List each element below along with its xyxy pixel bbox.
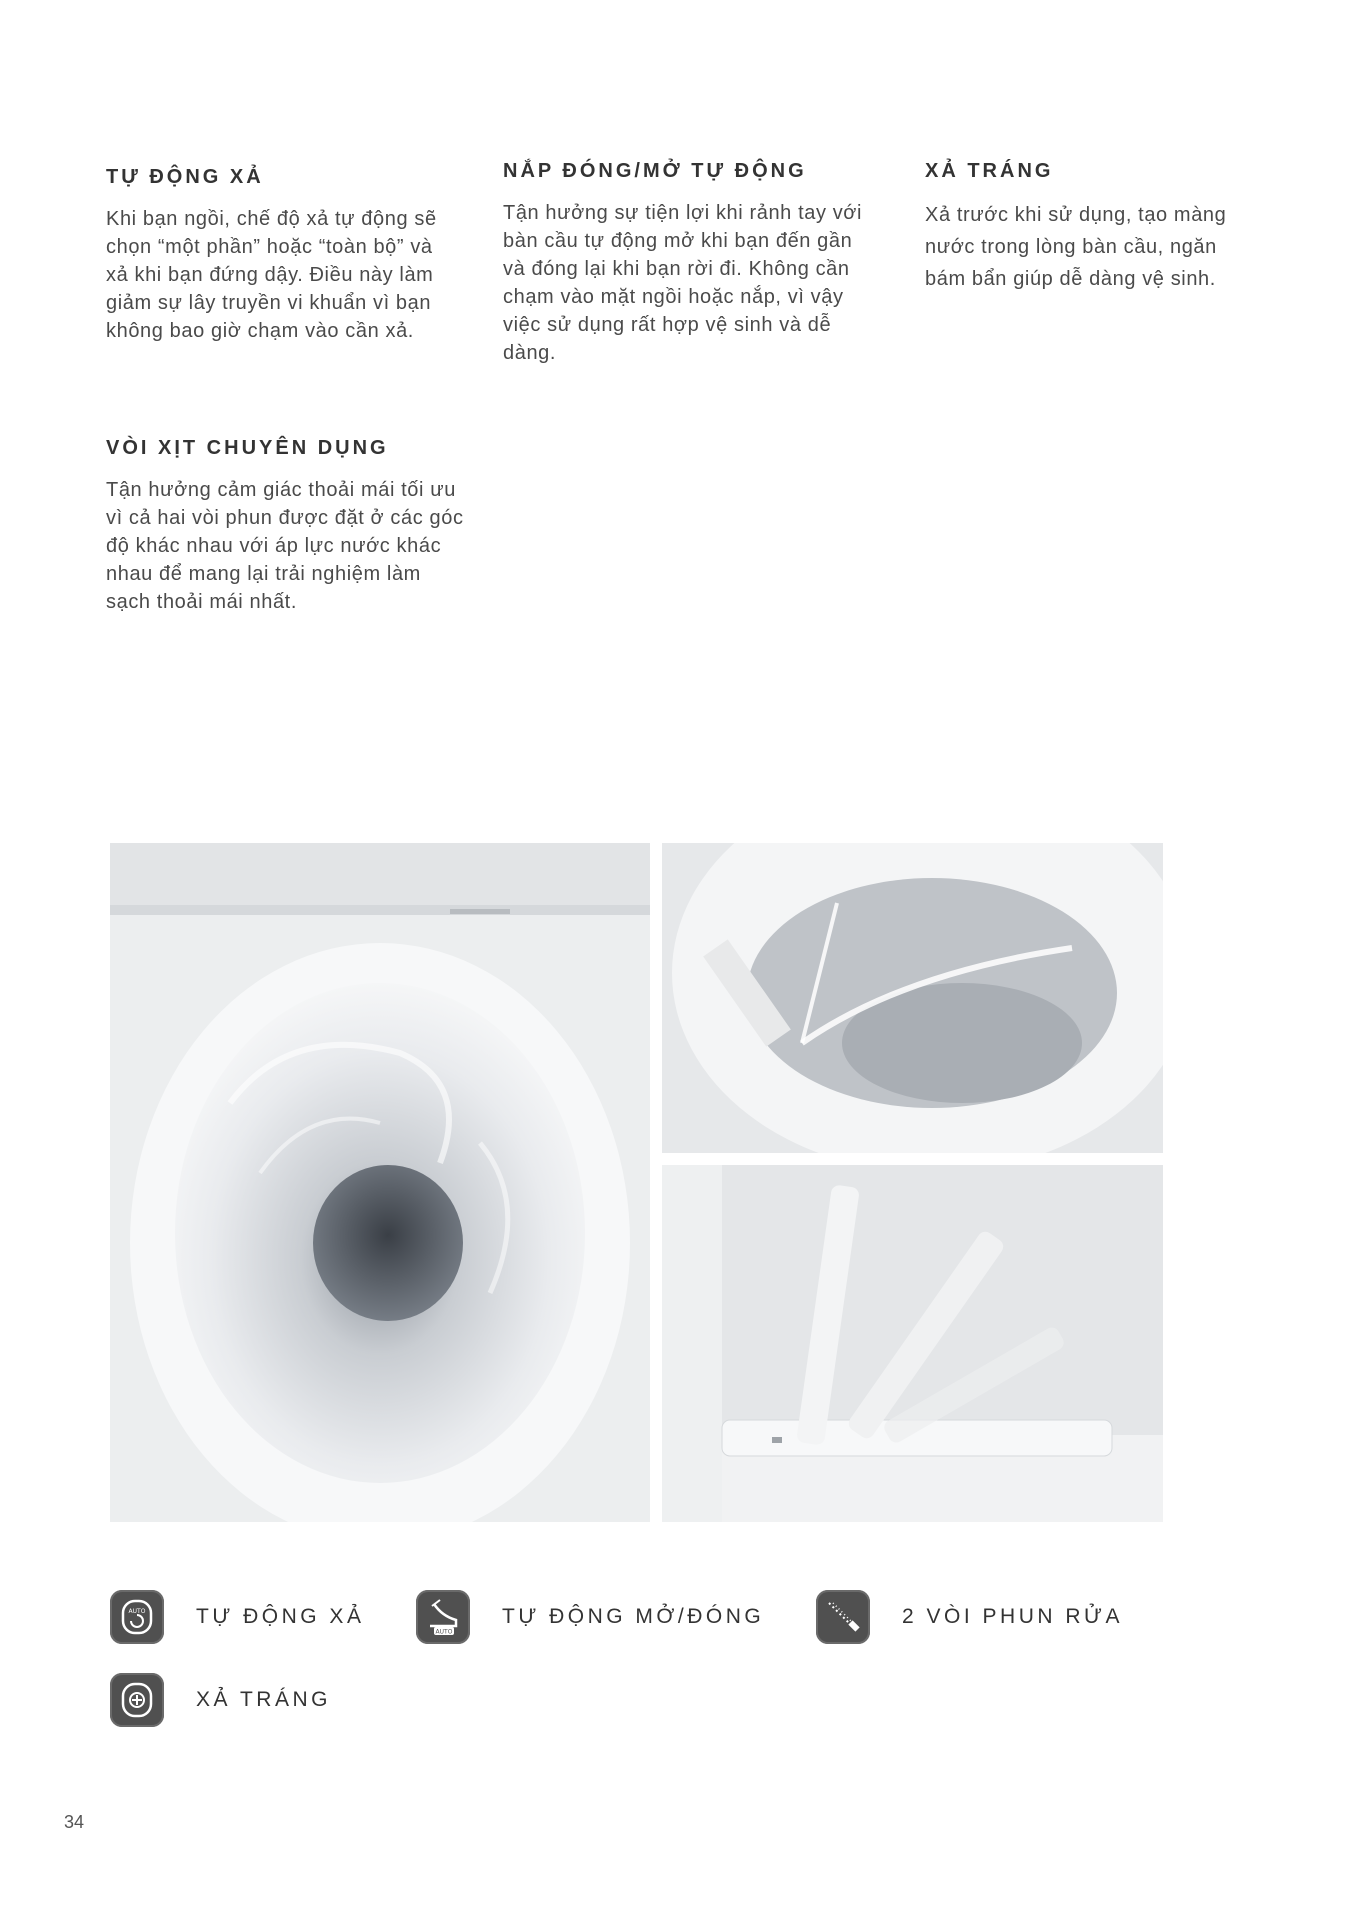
- legend-label: TỰ ĐỘNG MỞ/ĐÓNG: [502, 1605, 765, 1628]
- photo-spray-nozzle: [662, 843, 1163, 1153]
- pre-rinse-icon: [110, 1673, 164, 1727]
- feature-body: Tận hưởng cảm giác thoải mái tối ưu vì cả hai vòi phun được đặt ở các góc độ khác nhau với áp lực nước khác nhau để mang lại trải nghiệm làm sạch thoải mái nhất.: [106, 479, 464, 613]
- legend-auto-open-close: [416, 1590, 764, 1644]
- photo-auto-lid: [662, 1165, 1163, 1522]
- feature-body: Tận hưởng sự tiện lợi khi rảnh tay với bàn cầu tự động mở khi bạn đến gần và đóng lại khi bạn rời đi. Không cần chạm vào mặt ngồi hoặc nắp, vì vậy việc sử dụng rất hợp vệ sinh và dễ dàng.: [503, 202, 863, 364]
- feature-pre-rinse: [925, 160, 1240, 295]
- legend-dual-spray: [816, 1590, 1123, 1644]
- feature-body: Khi bạn ngồi, chế độ xả tự động sẽ chọn “một phần” hoặc “toàn bộ” và xả khi bạn đứng dậy. Điều này làm giảm sự lây truyền vi khuẩn vì bạn không bao giờ chạm vào cần xả.: [106, 208, 437, 342]
- photo-toilet-flush: [110, 843, 650, 1522]
- legend-label: TỰ ĐỘNG XẢ: [196, 1605, 365, 1628]
- page-number: 34: [64, 1812, 85, 1832]
- legend-pre-rinse: [110, 1673, 331, 1727]
- feature-auto-flush: [106, 166, 451, 345]
- legend-label: 2 VÒI PHUN RỬA: [902, 1605, 1123, 1628]
- dual-spray-icon: [816, 1590, 870, 1644]
- feature-body: Xả trước khi sử dụng, tạo màng nước trong lòng bàn cầu, ngăn bám bẩn giúp dễ dàng vệ sinh.: [925, 204, 1227, 290]
- feature-title: TỰ ĐỘNG XẢ: [106, 166, 264, 188]
- feature-title: XẢ TRÁNG: [925, 160, 1054, 182]
- svg-text:AUTO: AUTO: [128, 1608, 146, 1615]
- svg-text:AUTO: AUTO: [435, 1628, 453, 1636]
- auto-open-close-icon: [416, 1590, 470, 1644]
- feature-dual-spray: [106, 437, 466, 616]
- auto-flush-icon: [110, 1590, 164, 1644]
- legend-auto-flush: [110, 1590, 364, 1644]
- legend-label: XẢ TRÁNG: [196, 1688, 331, 1711]
- feature-auto-lid: [503, 160, 863, 367]
- feature-title: NẮP ĐÓNG/MỞ TỰ ĐỘNG: [503, 160, 807, 182]
- feature-title: VÒI XỊT CHUYÊN DỤNG: [106, 437, 389, 459]
